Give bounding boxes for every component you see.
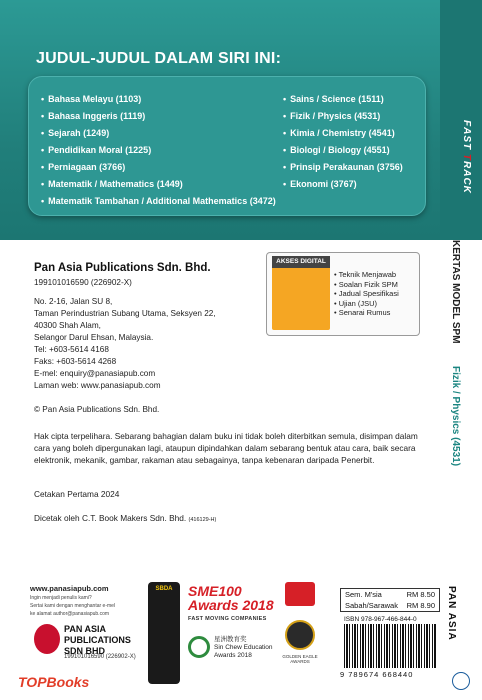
fast-track-t: T — [461, 153, 472, 161]
printer-reg: (416129-H) — [188, 517, 217, 523]
award-emblem-icon — [285, 582, 315, 606]
pan-asia-name-line: PUBLICATIONS — [64, 635, 131, 645]
spine-series-label: KERTAS MODEL SPM — [450, 240, 461, 344]
pan-asia-logo-icon — [34, 624, 60, 654]
pan-asia-name-line: SDN BHD — [64, 646, 106, 656]
publisher-name: Pan Asia Publications Sdn. Bhd. — [34, 262, 211, 274]
series-title-item: • Bahasa Inggeris (1119) — [41, 108, 276, 125]
publisher-contact-block — [30, 584, 140, 617]
digital-access-item: • Jadual Spesifikasi — [334, 289, 399, 299]
series-titles-left — [41, 91, 276, 210]
digital-access-list — [334, 270, 399, 318]
publisher-tel: Tel: +603-5614 4168 — [34, 345, 109, 354]
author-invite-line: Sertai kami dengan menghantar e-mel — [30, 603, 116, 609]
topbooks-top: TOP — [18, 674, 47, 690]
barcode-number: 9 789674 668440 — [340, 670, 414, 679]
sin-chew-en: Awards 2018 — [214, 652, 252, 659]
rights-text: Hak cipta terpelihara. Sebarang bahagian dalam buku ini tidak boleh diterbitkan semula, disimpan dalam cara yang boleh dipergunakan lagi, ataupun dipindahkan dalam sebarang bentuk atau cara, baik secara elektronik, mekanik, gambar, rakaman atau sebagainya, tanpa kebenaran daripada Penerbit. — [34, 431, 418, 465]
price-row — [341, 600, 439, 611]
fast-track-rack: RACK — [461, 161, 472, 194]
price-box — [340, 588, 440, 612]
spine-logo-icon — [452, 672, 470, 690]
sbda-award-logo: SBDA — [148, 582, 180, 684]
digital-access-item: • Teknik Menjawab — [334, 270, 399, 280]
series-title-item: • Ekonomi (3767) — [283, 176, 403, 193]
golden-eagle-award-logo — [282, 582, 318, 686]
spine-publisher: PAN ASIA — [446, 586, 457, 641]
printer-name: Dicetak oleh C.T. Book Makers Sdn. Bhd. — [34, 513, 187, 523]
isbn-text: ISBN 978-967-466-844-0 — [344, 616, 417, 623]
golden-eagle-label: GOLDEN EAGLE AWARDS — [282, 654, 318, 664]
fast-track-f: F — [461, 120, 472, 128]
golden-eagle-icon — [285, 620, 315, 650]
publisher-url: www.panasiapub.com — [30, 584, 109, 593]
publisher-address-line: 40300 Shah Alam, — [34, 321, 101, 330]
series-title-item: • Kimia / Chemistry (4541) — [283, 125, 403, 142]
series-title-item: • Biologi / Biology (4551) — [283, 142, 403, 159]
publisher-web: Laman web: www.panasiapub.com — [34, 381, 161, 390]
pan-asia-name — [64, 624, 131, 657]
price-label: Sabah/Sarawak — [345, 601, 398, 610]
price-value: RM 8.50 — [406, 590, 435, 599]
sin-chew-en: Sin Chew Education — [214, 644, 273, 651]
fast-track-ast: AST — [461, 127, 472, 154]
publisher-address-line: No. 2-16, Jalan SU 8, — [34, 297, 113, 306]
series-title-item: • Pendidikan Moral (1225) — [41, 142, 276, 159]
publisher-address-line: Taman Perindustrian Subang Utama, Seksyen 22, — [34, 309, 216, 318]
publisher-reg: 199101016590 (226902-X) — [34, 278, 132, 287]
sme100-label: SME100 — [188, 583, 242, 599]
sme100-sub: FAST MOVING COMPANIES — [188, 616, 267, 622]
digital-access-item: • Senarai Rumus — [334, 308, 399, 318]
barcode-image — [344, 624, 436, 668]
series-heading: JUDUL-JUDUL DALAM SIRI INI: — [36, 50, 282, 67]
series-title-item: • Prinsip Perakaunan (3756) — [283, 159, 403, 176]
author-invite-line: Ingin menjadi penulis kami? — [30, 595, 92, 601]
sme100-award-logo — [188, 584, 276, 626]
sin-chew-cn: 星洲教育奖 — [214, 636, 247, 643]
digital-access-item: • Soalan Fizik SPM — [334, 280, 399, 290]
series-titles-right — [283, 91, 403, 193]
sme100-year: Awards 2018 — [188, 597, 274, 613]
author-invite-line: ke alamat author@panasiapub.com — [30, 611, 110, 617]
publisher-fax: Faks: +603-5614 4268 — [34, 357, 117, 366]
series-title-item: • Matematik Tambahan / Additional Mathematics (3472) — [41, 193, 276, 210]
pan-asia-reg: 199101016590 (226902-X) — [64, 654, 136, 660]
topbooks-watermark — [18, 670, 89, 693]
series-title-item: • Matematik / Mathematics (1449) — [41, 176, 276, 193]
printer-text — [34, 512, 418, 526]
edition-text: Cetakan Pertama 2024 — [34, 489, 120, 499]
digital-access-badge-label: AKSES DIGITAL — [272, 256, 330, 268]
series-title-item: • Fizik / Physics (4531) — [283, 108, 403, 125]
spine-subject-label: Fizik / Physics (4531) — [450, 366, 461, 467]
digital-access-item: • Ujian (JSU) — [334, 299, 399, 309]
price-value: RM 8.90 — [406, 601, 435, 610]
series-title-item: • Sains / Science (1511) — [283, 91, 403, 108]
publisher-email: E-mel: enquiry@panasiapub.com — [34, 369, 156, 378]
series-titles-box — [28, 76, 426, 216]
price-row — [341, 589, 439, 600]
fast-track-logo — [452, 120, 472, 200]
publisher-address-line: Selangor Darul Ehsan, Malaysia. — [34, 333, 154, 342]
pan-asia-name-line: PAN ASIA — [64, 624, 107, 634]
price-label: Sem. M'sia — [345, 590, 382, 599]
sin-chew-circle-icon — [188, 636, 210, 658]
sin-chew-text — [214, 636, 273, 660]
series-title-item: • Bahasa Melayu (1103) — [41, 91, 276, 108]
series-title-item: • Sejarah (1249) — [41, 125, 276, 142]
series-title-item: • Perniagaan (3766) — [41, 159, 276, 176]
copyright-line: © Pan Asia Publications Sdn. Bhd. — [34, 405, 160, 414]
topbooks-books: Books — [46, 674, 90, 690]
